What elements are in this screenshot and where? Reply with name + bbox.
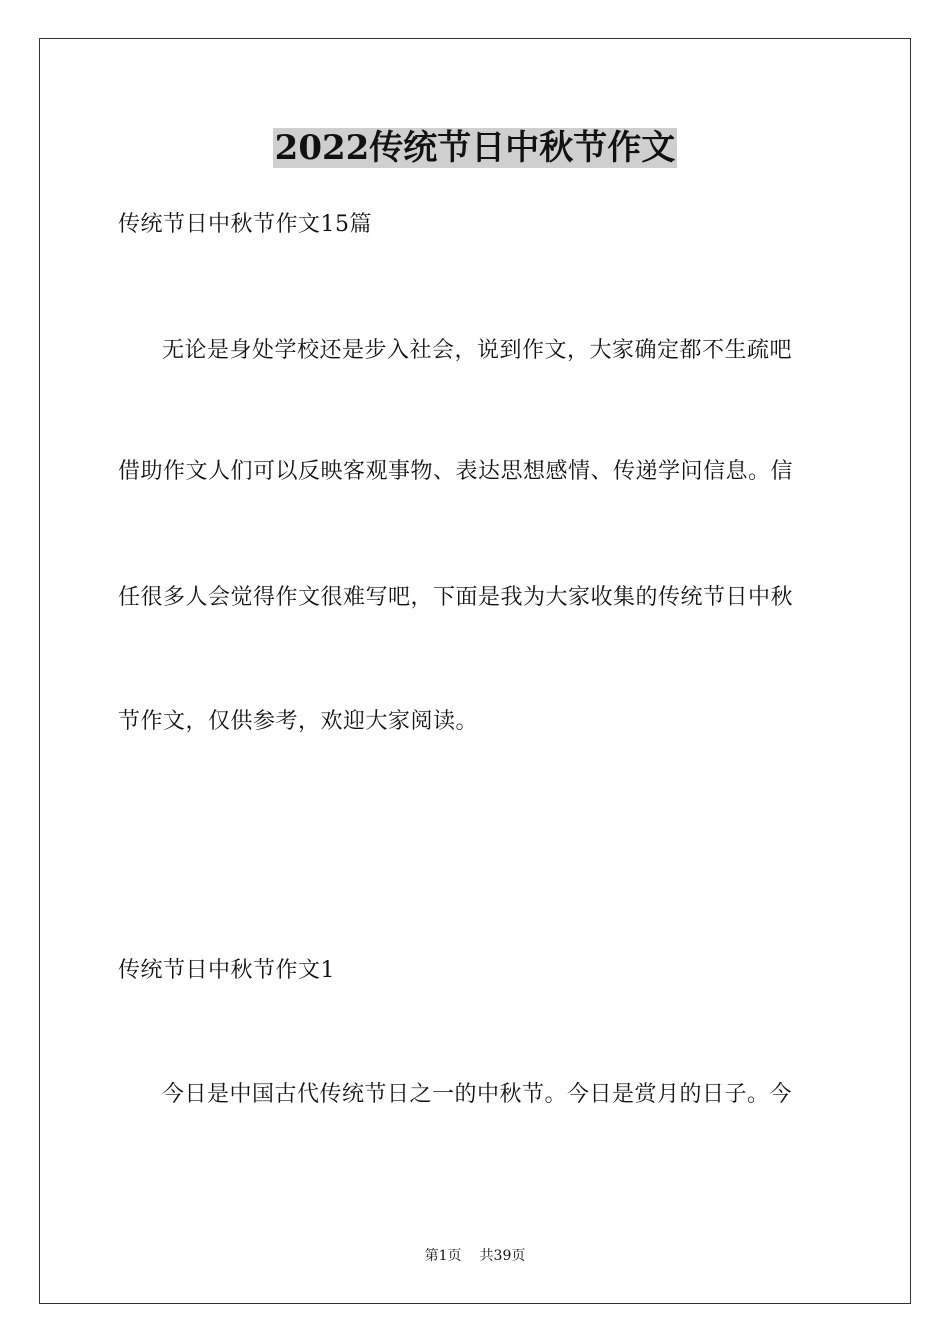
paragraph-line: 借助作文人们可以反映客观事物、表达思想感情、传递学问信息。信 (118, 459, 794, 484)
section-heading: 传统节日中秋节作文1 (118, 958, 335, 983)
page-number: 第1页 (424, 1248, 462, 1264)
document-title-text: 2022传统节日中秋节作文 (274, 128, 676, 168)
document-subtitle: 传统节日中秋节作文15篇 (118, 212, 372, 237)
paragraph-line: 今日是中国古代传统节日之一的中秋节。今日是赏月的日子。今 (162, 1082, 793, 1107)
paragraph-line: 任很多人会觉得作文很难写吧，下面是我为大家收集的传统节日中秋 (118, 585, 794, 610)
paragraph-line: 节作文，仅供参考，欢迎大家阅读。 (118, 709, 479, 734)
paragraph-line: 无论是身处学校还是步入社会，说到作文，大家确定都不生疏吧 (162, 338, 793, 363)
page-total: 共39页 (479, 1248, 526, 1264)
document-title (0, 126, 950, 170)
page-footer (0, 1246, 950, 1266)
